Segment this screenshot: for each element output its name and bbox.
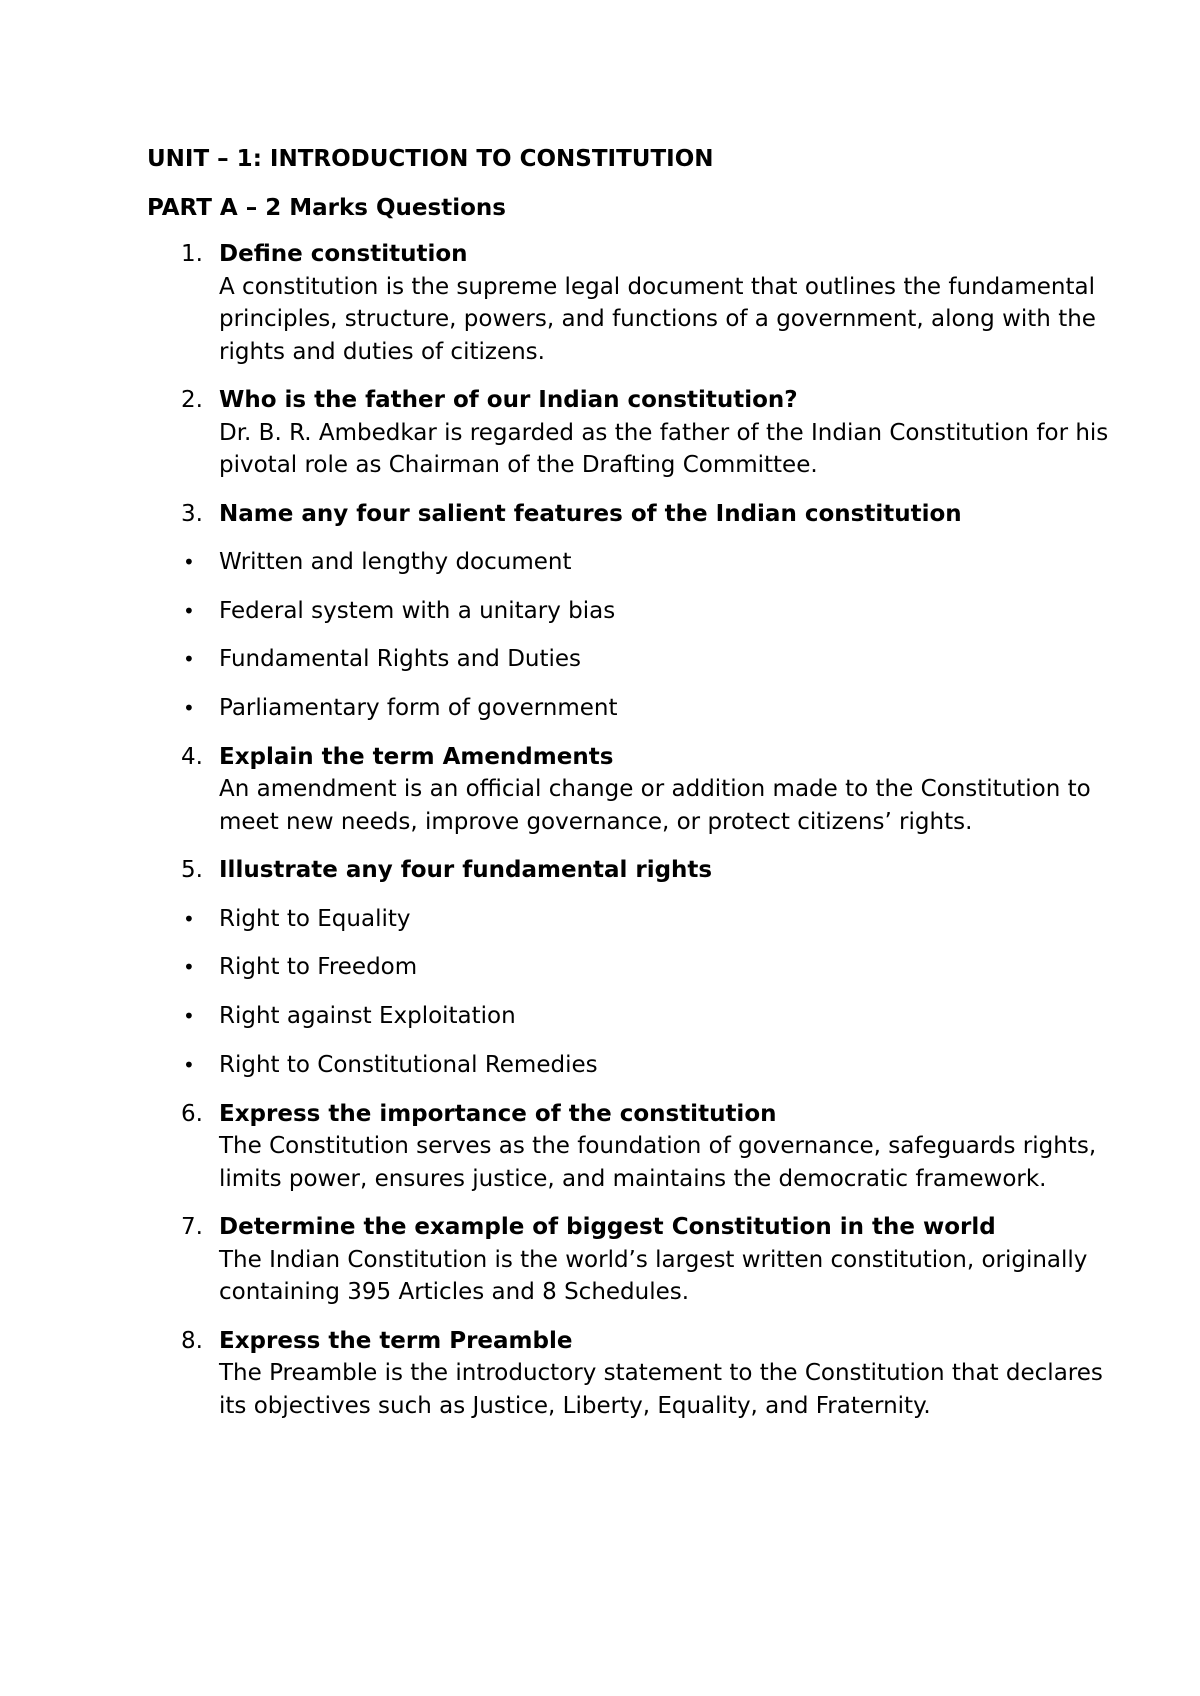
question-text: Illustrate any four fundamental rights [219,857,713,884]
answer-text: The Constitution serves as the foundation of governance, safeguards rights, limits power, ensures justice, and maintains the democratic framework. [219,1133,1097,1192]
question-text: Determine the example of biggest Constitution in the world [219,1214,996,1240]
question-text: Define constitution [219,241,468,267]
list-item [147,643,1120,676]
part-title: PART A – 2 Marks Questions [147,194,506,221]
list-item [147,903,1120,936]
question-number: 2. [181,387,203,413]
question-item-3 [147,498,1120,531]
bullet-text: Fundamental Rights and Duties [219,646,582,673]
question-number: 6. [181,1100,203,1127]
bullet-text: Right against Exploitation [219,1003,516,1030]
question-item-2 [147,384,1120,482]
list-item [147,692,1120,725]
answer-text: A constitution is the supreme legal document that outlines the fundamental principles, structure, powers, and functions of a government, along with the rights and duties of citizens. [219,273,1096,365]
answer-text: An amendment is an official change or addition made to the Constitution to meet new needs, improve governance, or protect citizens’ rights. [219,776,1091,835]
question-text: Express the importance of the constitution [219,1100,777,1127]
list-item [147,951,1120,984]
question-number: 5. [181,857,203,884]
question-number: 8. [181,1327,203,1354]
bullet-text: Right to Equality [219,905,411,932]
unit-title: UNIT – 1: INTRODUCTION TO CONSTITUTION [147,146,714,172]
list-item [147,1000,1120,1033]
bullet-icon: • [183,647,195,672]
question-number: 1. [181,241,203,267]
list-item [147,595,1120,628]
question-text: Who is the father of our Indian constitution? [219,387,798,413]
question-item-8 [147,1325,1120,1423]
question-item-7 [147,1211,1120,1309]
answer-text: The Indian Constitution is the world’s largest written constitution, originally containing 395 Articles and 8 Schedules. [219,1246,1088,1305]
question-number: 4. [181,743,203,770]
bullet-text: Right to Freedom [219,954,418,981]
question-item-1 [147,238,1120,368]
bullet-icon: • [183,550,195,574]
question-number: 7. [181,1214,203,1240]
bullet-icon: • [183,1004,195,1029]
question-text: Explain the term Amendments [219,743,614,770]
bullet-icon: • [183,598,195,623]
question-item-4 [147,741,1120,839]
question-item-6 [147,1098,1120,1196]
bullet-text: Right to Constitutional Remedies [219,1051,598,1078]
bullet-icon: • [183,1052,195,1077]
question-text: Express the term Preamble [219,1327,573,1354]
list-item [147,546,1120,579]
answer-text: Dr. B. R. Ambedkar is regarded as the father of the Indian Constitution for his pivotal role as Chairman of the Drafting Committee. [219,419,1109,478]
bullet-icon: • [183,955,195,980]
question-text: Name any four salient features of the Indian constitution [219,500,962,527]
bullet-icon: • [183,696,195,721]
question-item-5 [147,854,1120,887]
bullet-text: Written and lengthy document [219,549,572,575]
question-number: 3. [181,500,203,527]
bullet-text: Federal system with a unitary bias [219,597,616,624]
list-item [147,1049,1120,1082]
answer-text: The Preamble is the introductory statement to the Constitution that declares its objectives such as Justice, Liberty, Equality, and Fraternity. [219,1360,1103,1419]
bullet-icon: • [183,906,195,931]
bullet-text: Parliamentary form of government [219,695,618,722]
